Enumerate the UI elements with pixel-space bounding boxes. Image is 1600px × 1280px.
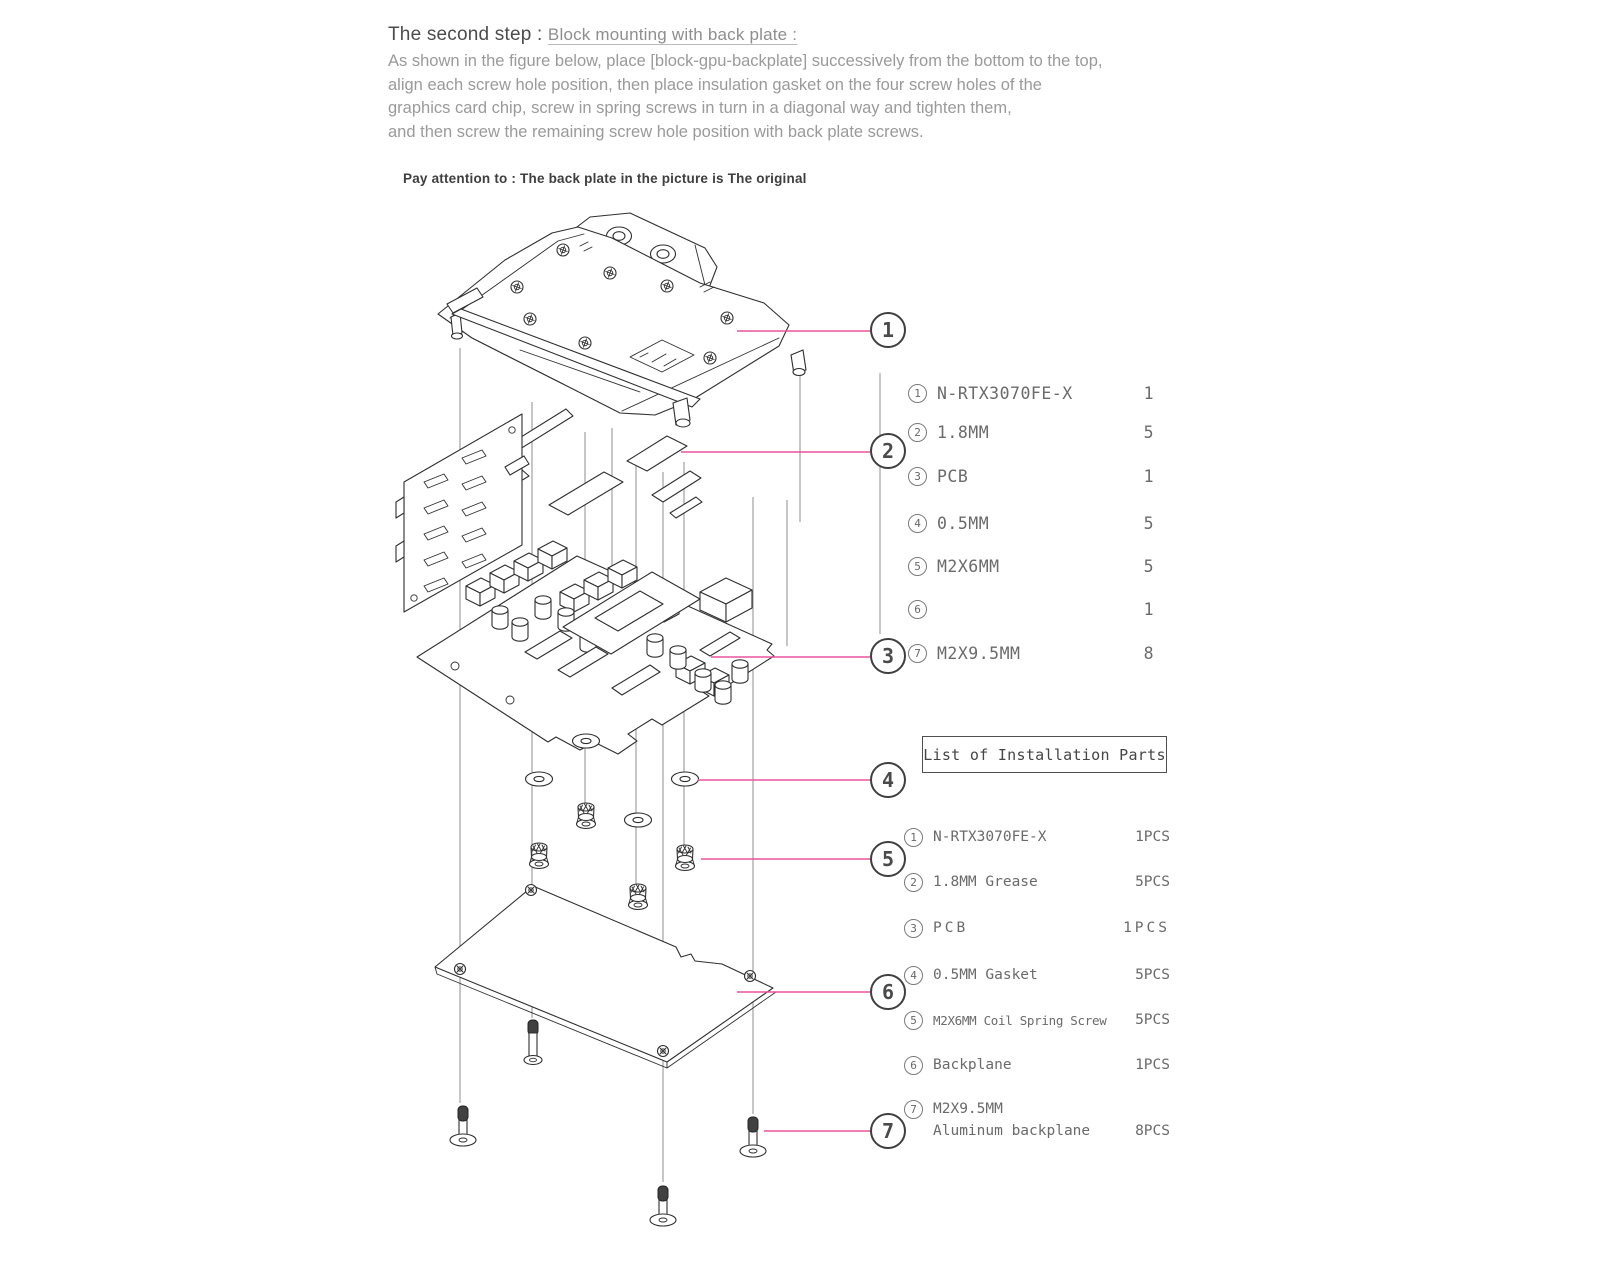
part-qty: 5PCS (1135, 874, 1170, 890)
part-qty: 1PCS (1135, 829, 1170, 845)
callout-7-number: 7 (881, 1119, 895, 1143)
part-qty: 5 (1143, 422, 1154, 442)
part-label: PCB (937, 466, 969, 486)
row-number-badge: 2 (904, 873, 923, 892)
part-qty: 1 (1143, 383, 1154, 403)
part-qty: 5PCS (1135, 967, 1170, 983)
row-number-badge: 1 (908, 384, 927, 403)
quick-list-row (908, 420, 1154, 444)
instruction-line: align each screw hole position, then place insulation gasket on the four screw holes of the (388, 75, 1042, 94)
part-label: 0.5MM Gasket (933, 967, 1038, 983)
part-qty: 5PCS (1135, 1012, 1170, 1028)
part-label: M2X6MM Coil Spring Screw (933, 1012, 1107, 1028)
install-list-row (904, 825, 1170, 849)
quick-list-row (908, 511, 1154, 535)
part-label: Backplane (933, 1057, 1012, 1073)
step-heading-label: The second step : (388, 24, 543, 45)
callout-2 (870, 433, 906, 469)
step-heading-title: Block mounting with back plate : (547, 25, 798, 44)
row-number-badge: 3 (904, 919, 923, 938)
instruction-line: As shown in the figure below, place [block-gpu-backplate] successively from the bottom to the top, (388, 52, 1103, 70)
install-list-row (904, 963, 1170, 987)
spring-screws (530, 803, 695, 910)
part-qty: 5 (1143, 556, 1154, 576)
part-label: 0.5MM (937, 513, 990, 533)
quick-list-row (908, 597, 1154, 621)
quick-list-row (908, 554, 1154, 578)
row-number-badge: 3 (908, 467, 927, 486)
callout-6-number: 6 (881, 980, 895, 1004)
quick-list-row (908, 464, 1154, 488)
callout-7 (870, 1113, 906, 1149)
callout-5 (870, 841, 906, 877)
part-label: PCB (933, 920, 969, 936)
callout-2-number: 2 (881, 439, 895, 463)
part-label: 1.8MM (937, 422, 990, 442)
row-number-badge: 5 (908, 557, 927, 576)
part-label-line2: Aluminum backplane (933, 1123, 1091, 1139)
part-qty: 1 (1143, 466, 1154, 486)
callout-3 (870, 638, 906, 674)
callout-4-number: 4 (881, 768, 895, 792)
quick-list-row (908, 381, 1154, 405)
part-label: N-RTX3070FE-X (937, 383, 1073, 403)
callout-3-number: 3 (881, 644, 895, 668)
row-number-badge: 6 (904, 1056, 923, 1075)
backplate-screw (524, 1020, 542, 1065)
install-list-row (904, 1097, 1170, 1121)
part-qty: 1PCS (1123, 920, 1170, 936)
part-label: M2X9.5MM (933, 1101, 1003, 1117)
row-number-badge: 1 (904, 828, 923, 847)
row-number-badge: 4 (904, 966, 923, 985)
part-qty: 8 (1143, 643, 1154, 663)
attention-note: Pay attention to : The back plate in the picture is The original (403, 171, 807, 186)
part-qty: 1 (1143, 599, 1154, 619)
callout-6 (870, 974, 906, 1010)
part-qty: 1PCS (1135, 1057, 1170, 1073)
instruction-line: graphics card chip, screw in spring screws in turn in a diagonal way and tighten them, (388, 99, 1012, 117)
callout-4 (870, 762, 906, 798)
part-qty: 8PCS (1135, 1123, 1170, 1139)
callout-5-number: 5 (881, 847, 895, 871)
row-number-badge: 7 (904, 1100, 923, 1119)
row-number-badge: 7 (908, 644, 927, 663)
instruction-line: and then screw the remaining screw hole position with back plate screws. (388, 122, 924, 141)
row-number-badge: 4 (908, 514, 927, 533)
install-list-row (904, 916, 1170, 940)
part-label: M2X6MM (937, 556, 1000, 576)
install-list-row (904, 1053, 1170, 1077)
installation-parts-box-title: List of Installation Parts (922, 736, 1167, 773)
part-label: N-RTX3070FE-X (933, 829, 1047, 845)
install-list-row (904, 870, 1170, 894)
quick-list-row (908, 641, 1154, 665)
backplate-mounting-screws (450, 1106, 766, 1226)
install-list-row (904, 1008, 1170, 1032)
backplate (435, 885, 776, 1069)
callout-1 (870, 312, 906, 348)
part-label: 1.8MM Grease (933, 874, 1038, 890)
install-list-row-continuation (904, 1119, 1170, 1143)
row-number-badge: 2 (908, 423, 927, 442)
row-number-badge: 6 (908, 600, 927, 619)
row-number-badge: 5 (904, 1011, 923, 1030)
part-label: M2X9.5MM (937, 643, 1021, 663)
callout-1-number: 1 (881, 318, 895, 342)
water-block (438, 213, 806, 427)
part-qty: 5 (1143, 513, 1154, 533)
